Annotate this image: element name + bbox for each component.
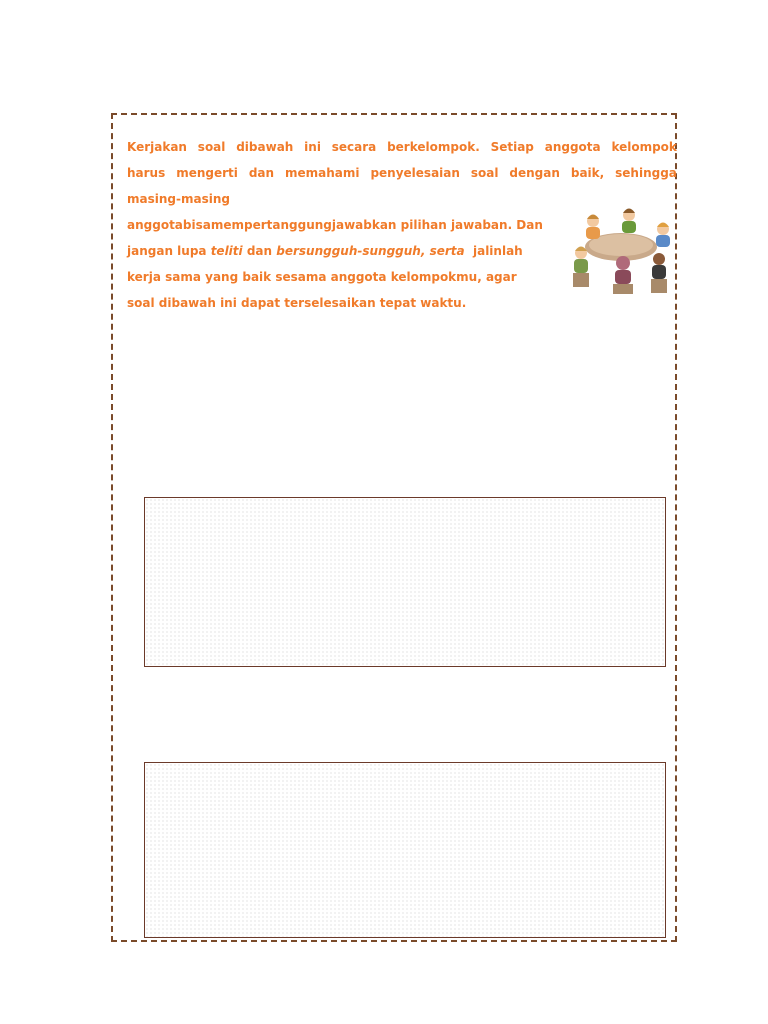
word: Setiap bbox=[490, 140, 534, 154]
kid-hair bbox=[587, 215, 599, 220]
word: mengerti bbox=[176, 166, 238, 180]
group-discussion-table-illustration bbox=[567, 205, 675, 297]
answer-box-2 bbox=[144, 762, 666, 938]
kid-head bbox=[616, 256, 630, 270]
word: soal bbox=[197, 140, 226, 154]
answer-box-1 bbox=[144, 497, 666, 667]
kid-body bbox=[622, 221, 636, 233]
kid-body bbox=[586, 227, 600, 239]
word: harus bbox=[127, 166, 166, 180]
instruction-line-6: kerja sama yang baik sesama anggota kelompokmu, agar bbox=[127, 270, 517, 284]
kid-body bbox=[574, 259, 588, 273]
word: anggota bbox=[544, 140, 601, 154]
chair bbox=[651, 279, 667, 293]
instruction-text-part: jalinlah bbox=[464, 244, 523, 258]
instruction-line-3: masing-masing bbox=[127, 192, 230, 206]
word: ini bbox=[304, 140, 321, 154]
word: Kerjakan bbox=[127, 140, 187, 154]
word: dan bbox=[248, 166, 275, 180]
instruction-text-part: jangan lupa bbox=[127, 244, 211, 258]
instruction-line-1 bbox=[127, 134, 677, 160]
kid-body bbox=[615, 270, 631, 284]
chair bbox=[573, 273, 589, 287]
kid-hair bbox=[657, 223, 669, 228]
word: baik, bbox=[570, 166, 605, 180]
emphasis-teliti: teliti bbox=[210, 244, 243, 258]
kid-body bbox=[652, 265, 666, 279]
word: secara bbox=[331, 140, 377, 154]
kid-head bbox=[653, 253, 665, 265]
emphasis-bersungguh: bersungguh-sungguh, serta bbox=[276, 244, 465, 258]
instruction-line-7: soal dibawah ini dapat terselesaikan tepat waktu. bbox=[127, 296, 467, 310]
word: penyelesaian bbox=[370, 166, 460, 180]
word: dengan bbox=[509, 166, 560, 180]
word: kelompok bbox=[611, 140, 677, 154]
kid-body bbox=[656, 235, 670, 247]
word: dibawah bbox=[236, 140, 294, 154]
instruction-line-4: anggotabisamempertanggungjawabkan pilihan jawaban. Dan bbox=[127, 218, 543, 232]
instruction-text-part: dan bbox=[242, 244, 277, 258]
word: soal bbox=[470, 166, 499, 180]
instruction-line-5 bbox=[127, 238, 555, 264]
word: memahami bbox=[284, 166, 360, 180]
chair bbox=[613, 284, 633, 294]
word: sehingga bbox=[615, 166, 677, 180]
kid-hair bbox=[623, 209, 635, 214]
word: berkelompok. bbox=[387, 140, 480, 154]
instruction-line-2 bbox=[127, 160, 677, 186]
